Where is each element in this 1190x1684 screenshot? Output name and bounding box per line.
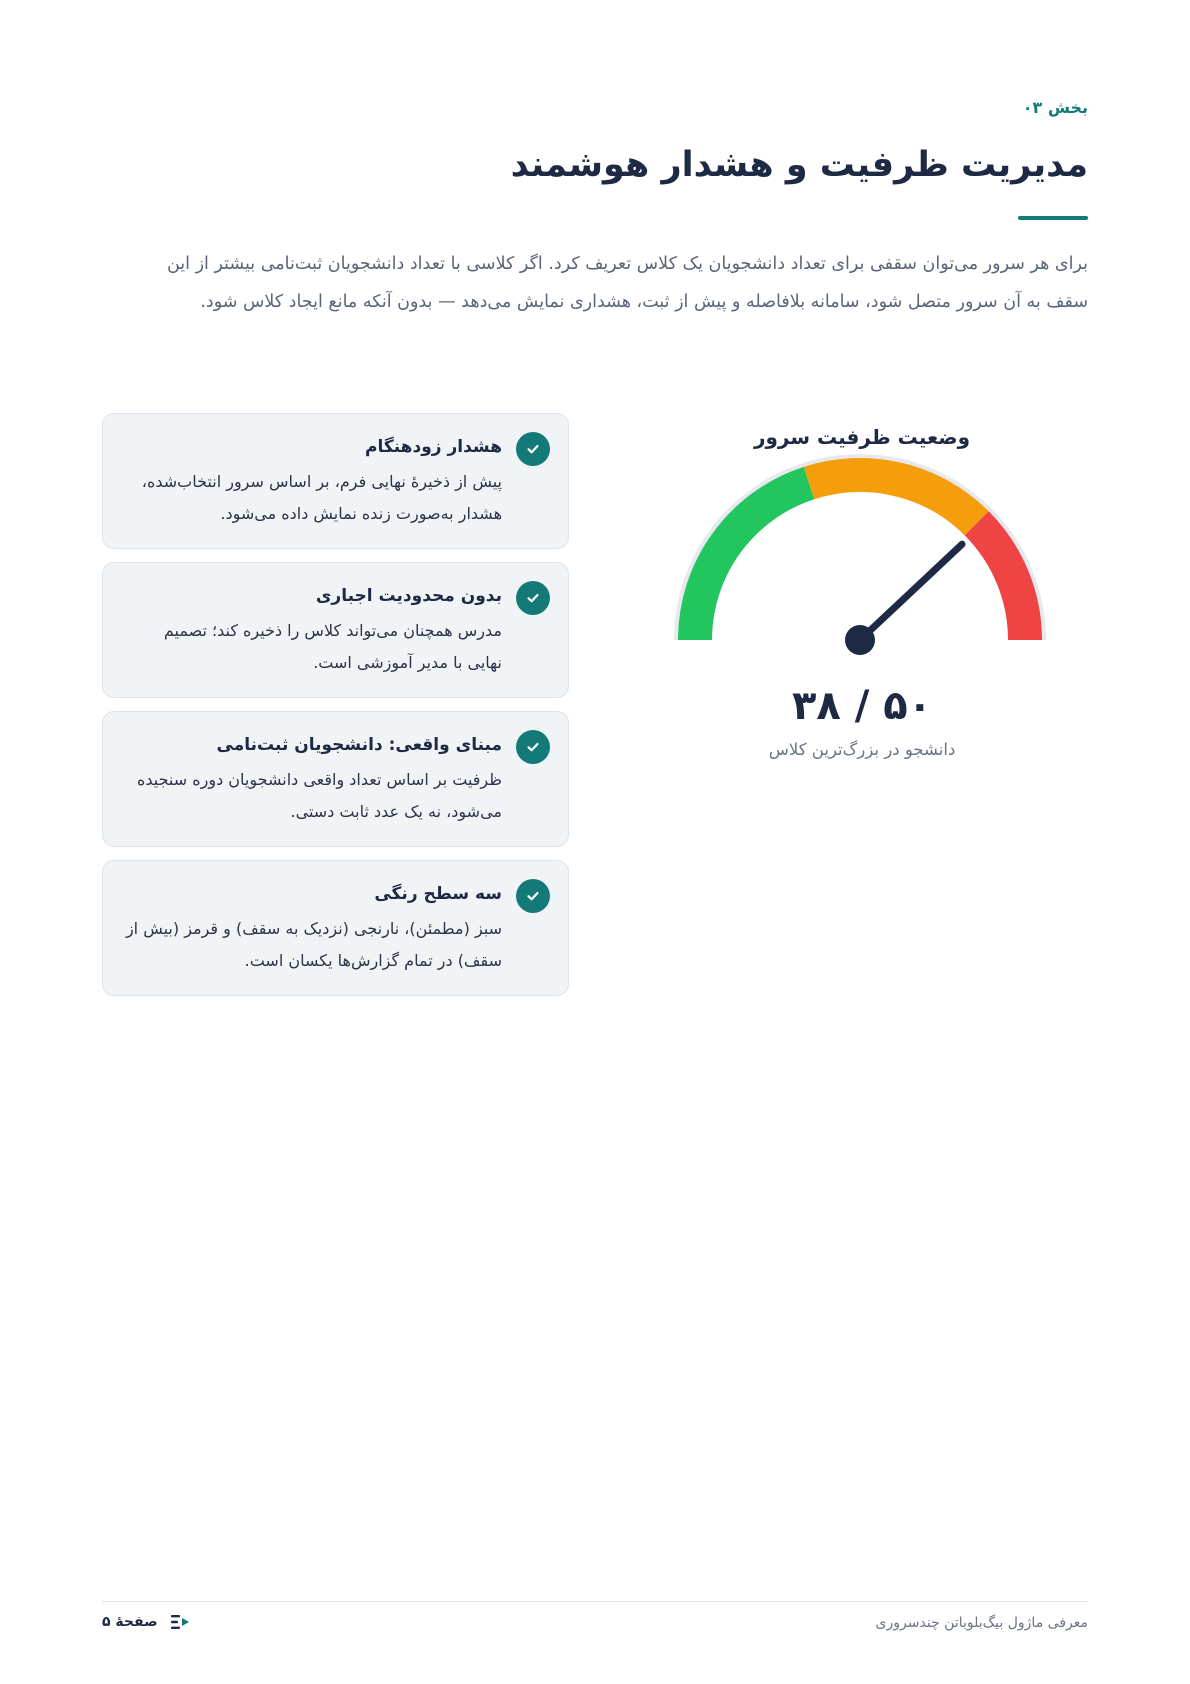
feature-title: بدون محدودیت اجباری: [315, 586, 502, 606]
intro-paragraph: برای هر سرور می‌توان سقفی برای تعداد دانشجویان یک کلاس تعریف کرد. اگر کلاسی با تعداد دانشجویان ثبت‌نامی بیشتر از این سقف به آن سرور متصل شود، سامانه بلافاصله و پیش از ثبت، هشداری نمایش می‌دهد — بدون آنکه مانع ایجاد کلاس شود.: [166, 254, 1088, 312]
feature-text: سبز (مطمئن)، نارنجی (نزدیک به سقف) و قرمز (بیش از سقف) در تمام گزارش‌ها یکسان است.: [125, 919, 502, 970]
footer-document-title: معرفی ماژول بیگ‌بلوباتن چندسروری: [875, 1615, 1088, 1631]
feature-list: [102, 413, 569, 1009]
feature-card: [102, 711, 569, 847]
feature-card: [102, 562, 569, 698]
section-label: بخش ۰۳: [1022, 98, 1088, 117]
feature-title: سه سطح رنگی: [374, 884, 502, 904]
check-icon: [516, 730, 550, 764]
page-number: صفحهٔ ۵: [102, 1614, 158, 1630]
document-logo-icon: [170, 1614, 190, 1630]
gauge-zone-red: [977, 523, 1025, 640]
gauge-needle: [860, 544, 962, 640]
gauge-caption: دانشجو در بزرگ‌ترین کلاس: [768, 740, 956, 759]
check-icon: [516, 879, 550, 913]
check-icon: [516, 581, 550, 615]
footer-divider: [102, 1601, 1088, 1602]
page-title: مدیریت ظرفیت و هشدار هوشمند: [510, 145, 1088, 185]
check-icon: [516, 432, 550, 466]
footer-page-number: [102, 1614, 190, 1630]
feature-text: پیش از ذخیرهٔ نهایی فرم، بر اساس سرور انتخاب‌شده، هشدار به‌صورت زنده نمایش داده می‌شود.: [141, 472, 502, 523]
title-underline: [1018, 216, 1088, 220]
gauge-zone-green: [695, 483, 809, 640]
gauge-value: ۵۰ / ۳۸: [791, 683, 933, 729]
feature-card: [102, 413, 569, 549]
feature-text: ظرفیت بر اساس تعداد واقعی دانشجویان دوره سنجیده می‌شود، نه یک عدد ثابت دستی.: [136, 770, 502, 821]
gauge-title: وضعیت ظرفیت سرور: [753, 425, 971, 449]
gauge-needle-hub: [845, 625, 875, 655]
feature-text: مدرس همچنان می‌تواند کلاس را ذخیره کند؛ تصمیم نهایی با مدیر آموزشی است.: [163, 621, 502, 672]
feature-card: [102, 860, 569, 996]
capacity-gauge: [660, 440, 1060, 670]
feature-title: هشدار زودهنگام: [365, 437, 502, 457]
feature-title: مبنای واقعی: دانشجویان ثبت‌نامی: [216, 735, 502, 755]
